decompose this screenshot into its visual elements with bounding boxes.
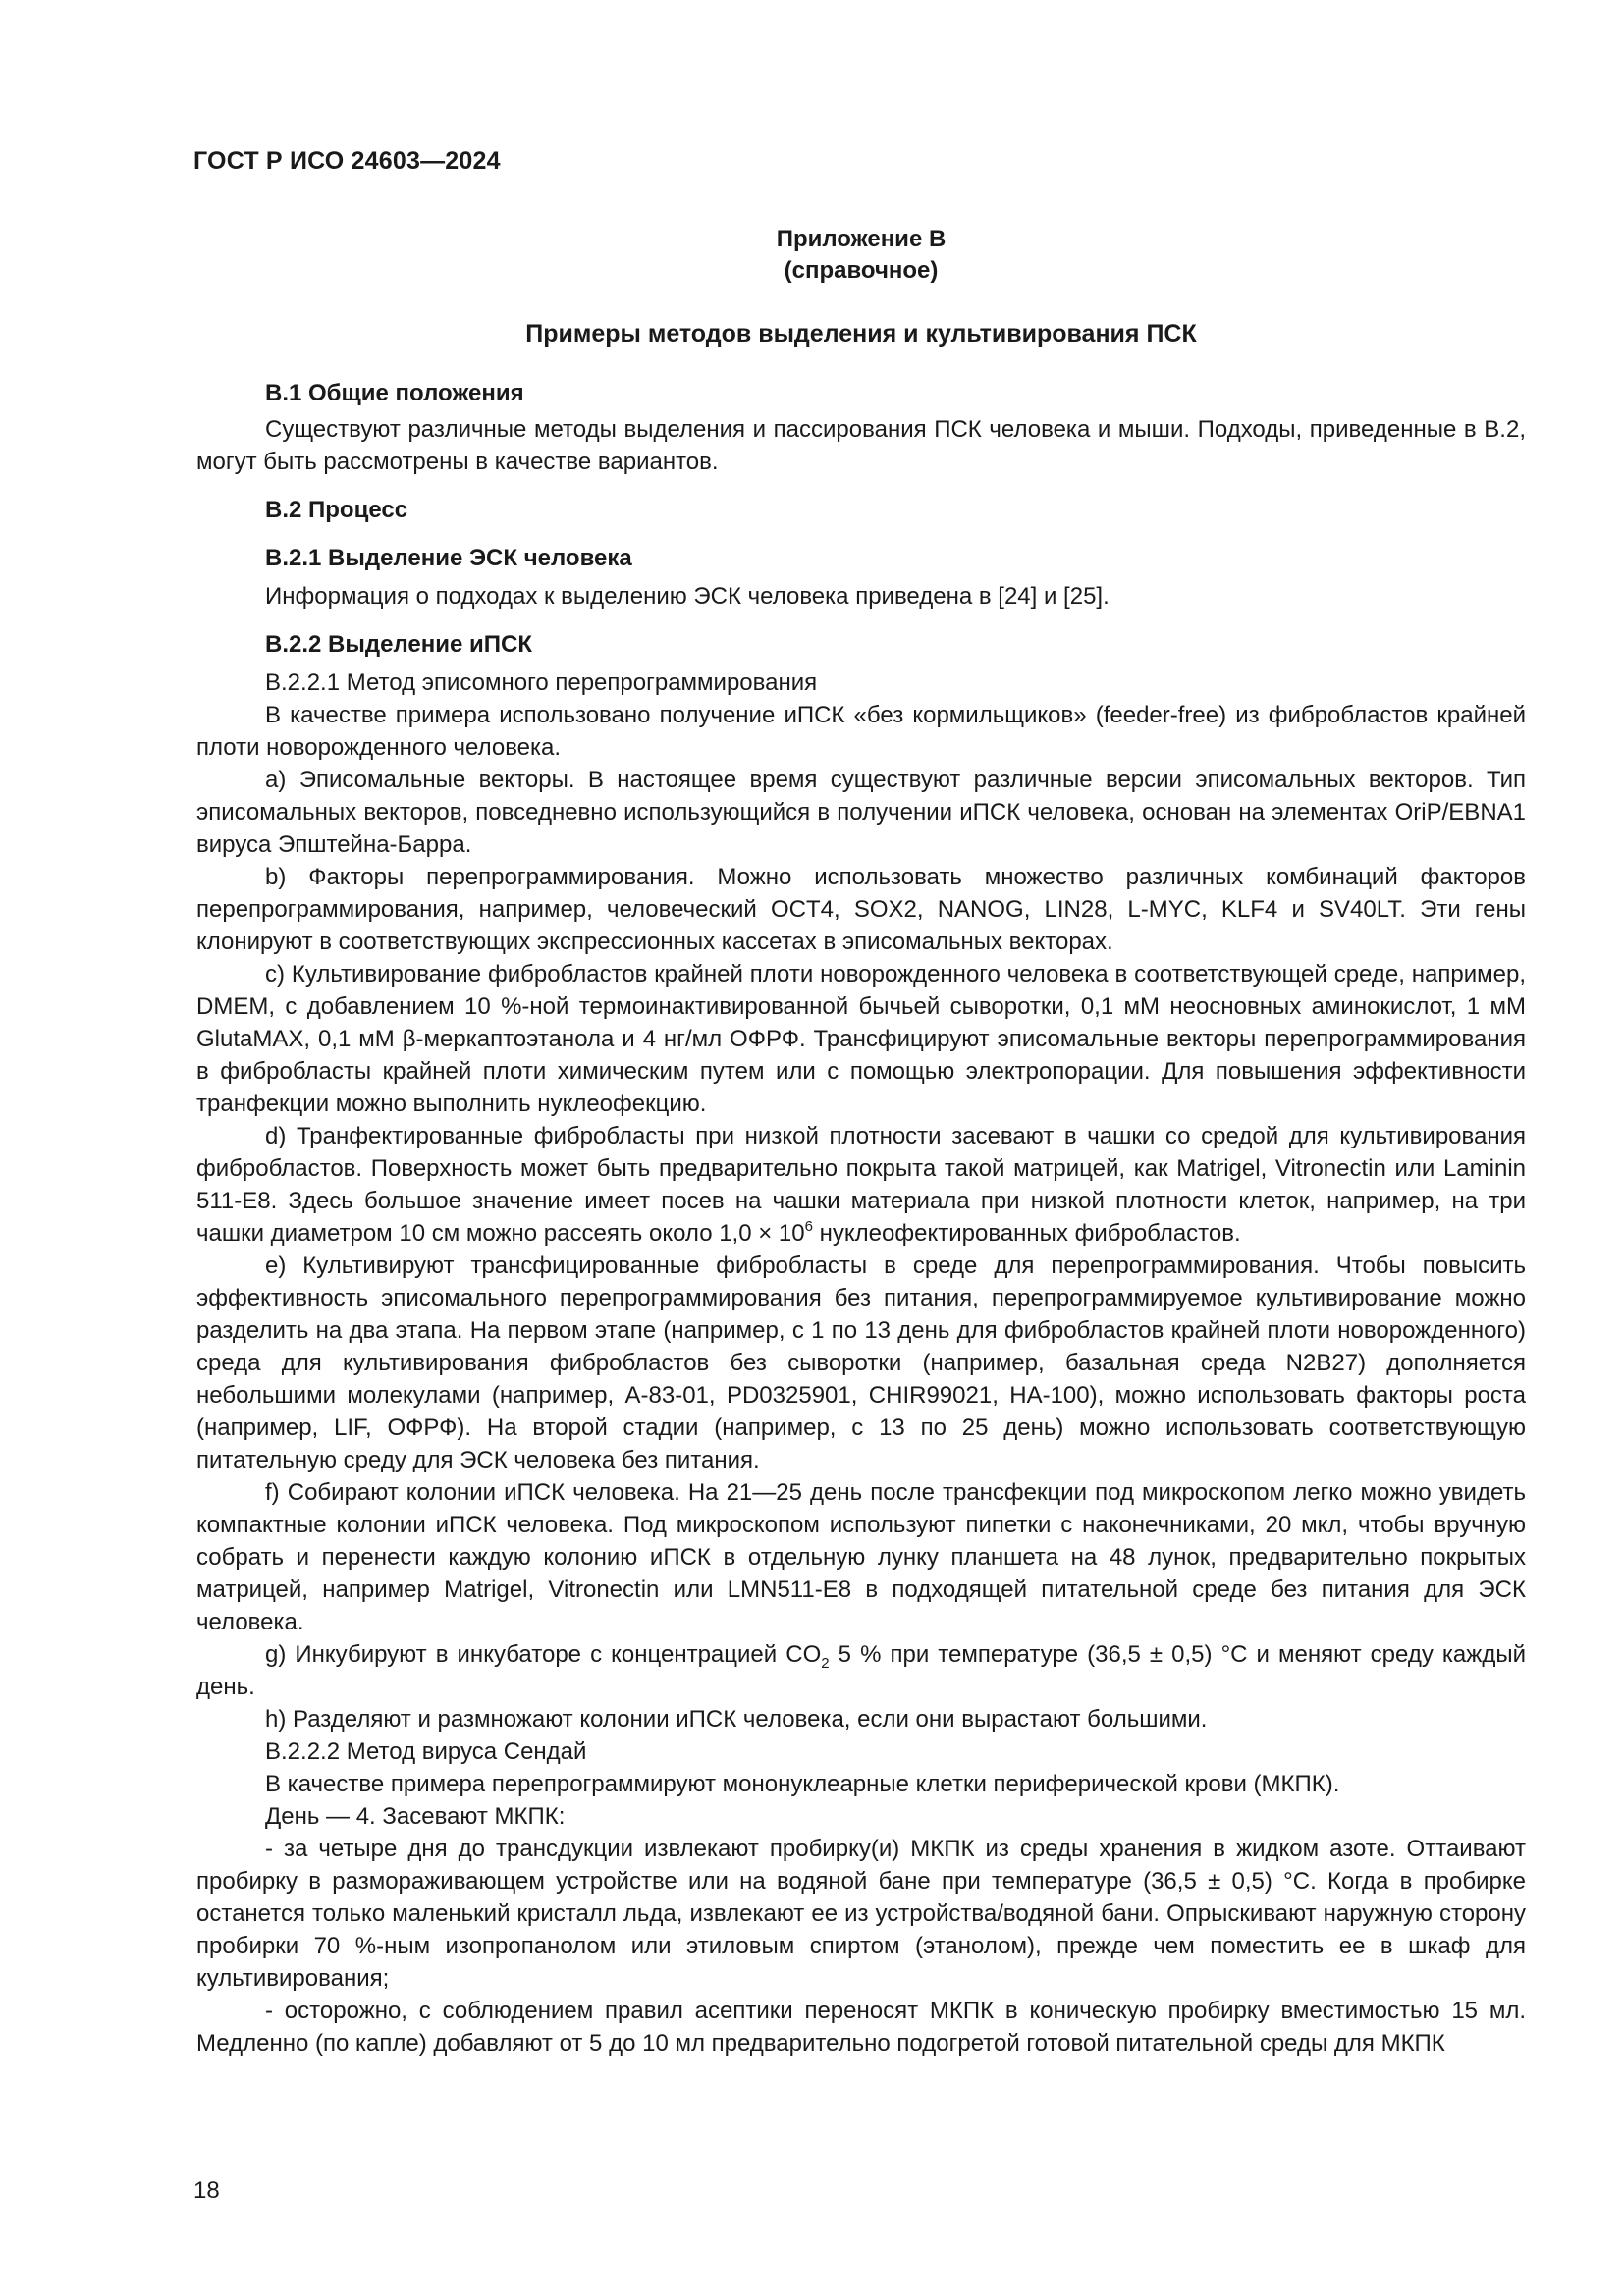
standard-number: ГОСТ Р ИСО 24603—2024 [193, 147, 501, 175]
list-item-g-subscript: 2 [821, 1655, 830, 1672]
list-item-d-exponent: 6 [804, 1218, 813, 1235]
list-item-d [196, 1120, 1526, 1250]
section-b222-title: В.2.2.2 Метод вируса Сендай [265, 1738, 587, 1765]
section-b21-text: Информация о подходах к выделению ЭСК человека приведена в [24] и [25]. [265, 583, 1110, 610]
list-item-b: b) Факторы перепрограммирования. Можно использовать множество различных комбинаций факторов перепрограммирования, например, человеческий OCT4, SOX2, NANOG, LIN28, L-MYC, KLF4 и SV40LT. Эти гены клонируют в соответствующих экспрессионных кассетах в эписомальных векторах. [196, 864, 1527, 955]
list-item-d-text: d) Транфектированные фибробласты при низкой плотности засевают в чашки со средой для культивирования фибробластов. Поверхность может быть предварительно покрыта такой матрицей, как Matrigel, Vitronectin или Laminin 511-E8. Здесь большое значение имеет посев на чашки материала при низкой плотности клеток, например, на три чашки диаметром 10 см можно рассеять около 1,0 × 10 [196, 1123, 1526, 1247]
page-number: 18 [193, 2177, 220, 2204]
list-item-a: a) Эписомальные векторы. В настоящее время существуют различные версии эписомальных векторов. Тип эписомальных векторов, повседневно использующийся в получении иПСК человека, основан на элементах OriP/EBNA1 вируса Эпштейна-Барра. [196, 767, 1526, 858]
list-item-c: c) Культивирование фибробластов крайней плоти новорожденного человека в соответствующей среде, например, DMEM, с добавлением 10 %-ной термоинактивированной бычьей сыворотки, 0,1 мМ неосновных аминокислот, 1 мМ GlutaMAX, 0,1 мМ β-меркаптоэтанола и 4 нг/мл ОФРФ. Трансфицируют эписомальные векторы перепрограммирования в фибробласты крайней плоти химическим путем или с помощью электропорации. Для повышения эффективности транфекции можно выполнить нуклеофекцию. [196, 961, 1526, 1117]
annex-title: Приложение В [776, 226, 947, 252]
day-minus-4: День — 4. Засевают МКПК: [265, 1803, 566, 1830]
section-b221-intro: В качестве примера использовано получение иПСК «без кормильщиков» (feeder-free) из фибробластов крайней плоти новорожденного человека. [196, 702, 1526, 761]
dash-item-1: - за четыре дня до трансдукции извлекают пробирку(и) МКПК из среды хранения в жидком азоте. Оттаивают пробирку в размораживающем устройстве или на водяной бане при температуре (36,5 ± 0,5) °С. Когда в пробирке останется только маленький кристалл льда, извлекают ее из устройства/водяной бани. Опрыскивают наружную сторону пробирки 70 %-ным изопропанолом или этиловым спиртом (этанолом), прежде чем поместить ее в шкаф для культивирования; [196, 1836, 1526, 1992]
annex-heading: Примеры методов выделения и культивирования ПСК [525, 320, 1197, 347]
section-b22-title: В.2.2 Выделение иПСК [265, 631, 532, 658]
list-item-g [196, 1638, 1526, 1703]
list-item-g-text: g) Инкубируют в инкубаторе с концентрацией CO [265, 1641, 822, 1668]
section-b221-title: В.2.2.1 Метод эписомного перепрограммирования [265, 669, 818, 696]
page-content [196, 224, 1526, 2059]
section-b222-intro: В качестве примера перепрограммируют мононуклеарные клетки периферической крови (МКПК). [265, 1771, 1340, 1797]
list-item-h: h) Разделяют и размножают колонии иПСК человека, если они вырастают большими. [265, 1706, 1208, 1733]
list-item-e: e) Культивируют трансфицированные фибробласты в среде для перепрограммирования. Чтобы повысить эффективность эписомального перепрограммирования без питания, перепрограммируемое культивирование можно разделить на два этапа. На первом этапе (например, с 1 по 13 день для фибробластов крайней плоти новорожденного) среда для культивирования фибробластов без сыворотки (например, базальная среда N2B27) дополняется небольшими молекулами (например, A-83-01, PD0325901, CHIR99021, HA-100), можно использовать факторы роста (например, LIF, ОФРФ). На второй стадии (например, с 13 по 25 день) можно использовать соответствующую питательную среду для ЭСК человека без питания. [196, 1253, 1526, 1473]
section-b2-title: В.2 Процесс [265, 497, 408, 523]
dash-item-2: - осторожно, с соблюдением правил асептики переносят МКПК в коническую пробирку вместимостью 15 мл. Медленно (по капле) добавляют от 5 до 10 мл предварительно подогретой готовой питательной среды для МКПК [196, 1998, 1526, 2056]
list-item-d-end: нуклеофектированных фибробластов. [812, 1220, 1241, 1247]
list-item-f: f) Собирают колонии иПСК человека. На 21—25 день после трансфекции под микроскопом легко можно увидеть компактные колонии иПСК человека. Под микроскопом используют пипетки с наконечниками, 20 мкл, чтобы вручную собрать и перенести каждую колонию иПСК в отдельную лунку планшета на 48 лунок, предварительно покрытых матрицей, например Matrigel, Vitronectin или LMN511-E8 в подходящей питательной среде без питания для ЭСК человека. [196, 1479, 1526, 1635]
list-item-g-end: 5 % при температуре (36,5 ± 0,5) °С и меняют среду каждый день. [196, 1641, 1526, 1700]
section-b1-text: Существуют различные методы выделения и пассирования ПСК человека и мыши. Подходы, приведенные в В.2, могут быть рассмотрены в качестве вариантов. [196, 416, 1526, 475]
section-b1-title: В.1 Общие положения [265, 380, 524, 406]
section-b21-title: В.2.1 Выделение ЭСК человека [265, 545, 632, 571]
annex-note: (справочное) [784, 257, 939, 284]
